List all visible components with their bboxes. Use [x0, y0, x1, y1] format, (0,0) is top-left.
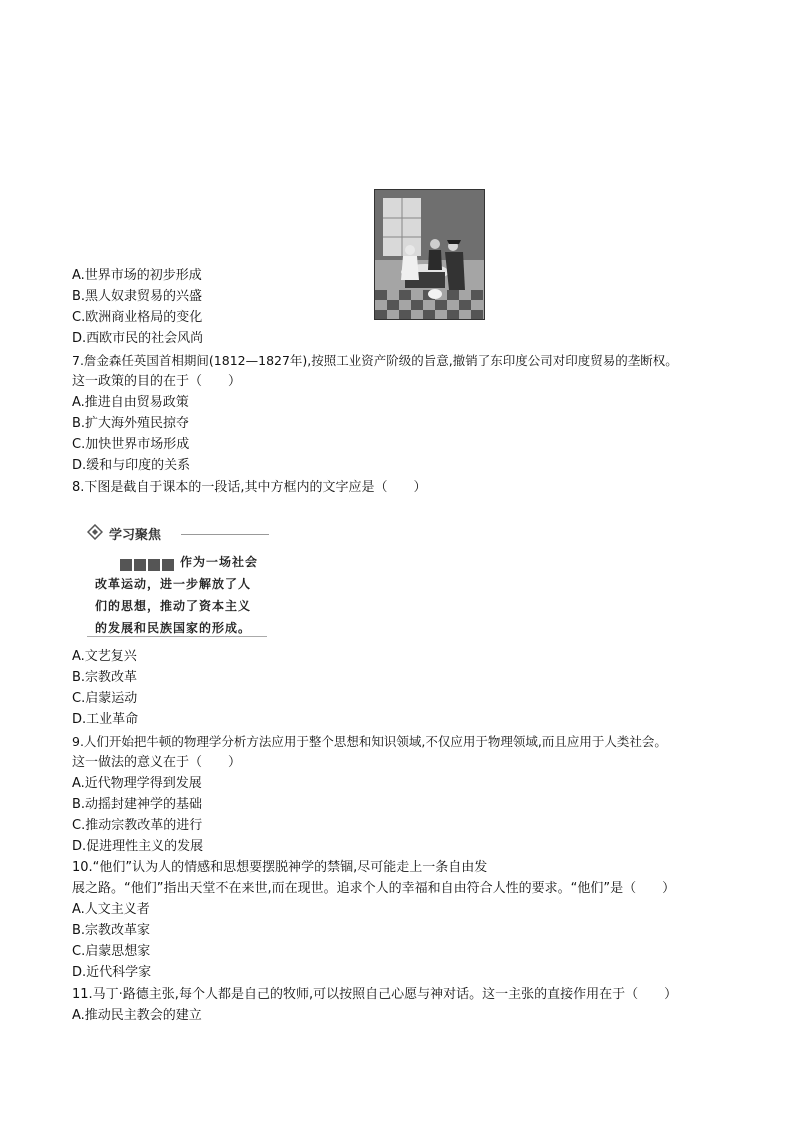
focus-title-rule	[181, 534, 269, 535]
blank-box	[134, 559, 146, 571]
q7-option-a: A.推进自由贸易政策	[72, 395, 189, 410]
q8-option-a: A.文艺复兴	[72, 649, 137, 664]
study-focus-excerpt	[85, 522, 275, 640]
painting-illustration	[375, 190, 484, 319]
q10-option-d: D.近代科学家	[72, 965, 152, 980]
q10-option-c: C.启蒙思想家	[72, 944, 151, 959]
genre-painting-image	[374, 189, 485, 320]
focus-text-line2: 改革运动，进一步解放了人	[95, 577, 252, 591]
diamond-icon	[87, 524, 103, 540]
q8-option-b: B.宗教改革	[72, 670, 138, 685]
focus-text-line3: 们的思想，推动了资本主义	[95, 599, 252, 613]
q9-stem-line2: 这一做法的意义在于（ ）	[72, 755, 242, 770]
q9-option-c: C.推动宗教改革的进行	[72, 818, 203, 833]
q7-stem-line1: 7.詹金森任英国首相期间(1812—1827年),按照工业资产阶级的旨意,撤销了东印度公司对印度贸易的垄断权。	[72, 353, 678, 368]
q9-option-b: B.动摇封建神学的基础	[72, 797, 203, 812]
q8-stem: 8.下图是截自于课本的一段话,其中方框内的文字应是（ ）	[72, 480, 427, 495]
q6-option-a: A.世界市场的初步形成	[72, 268, 202, 283]
q9-option-a: A.近代物理学得到发展	[72, 776, 202, 791]
q10-stem-line1: 10.“他们”认为人的情感和思想要摆脱神学的禁锢,尽可能走上一条自由发	[72, 860, 488, 875]
blank-box	[162, 559, 174, 571]
blank-box	[120, 559, 132, 571]
blank-boxes	[120, 554, 176, 573]
q7-option-c: C.加快世界市场形成	[72, 437, 190, 452]
focus-text-line1: 作为一场社会	[180, 555, 259, 569]
q7-stem-line2: 这一政策的目的在于（ ）	[72, 374, 242, 389]
q7-option-d: D.缓和与印度的关系	[72, 458, 191, 473]
focus-text-line4: 的发展和民族国家的形成。	[95, 621, 252, 635]
q11-stem: 11.马丁·路德主张,每个人都是自己的牧师,可以按照自己心愿与神对话。这一主张的直接作用在于（ ）	[72, 987, 678, 1002]
q11-option-a: A.推动民主教会的建立	[72, 1008, 202, 1023]
blank-box	[148, 559, 160, 571]
q9-stem-line1: 9.人们开始把牛顿的物理学分析方法应用于整个思想和知识领域,不仅应用于物理领域,而且应用于人类社会。	[72, 734, 667, 749]
q8-option-d: D.工业革命	[72, 712, 139, 727]
q7-option-b: B.扩大海外殖民掠夺	[72, 416, 190, 431]
focus-bottom-rule	[87, 636, 267, 637]
q10-option-a: A.人文主义者	[72, 902, 150, 917]
q10-stem-line2: 展之路。“他们”指出天堂不在来世,而在现世。追求个人的幸福和自由符合人性的要求。“他们”是（ ）	[72, 881, 676, 896]
q6-option-c: C.欧洲商业格局的变化	[72, 310, 203, 325]
q9-option-d: D.促进理性主义的发展	[72, 839, 204, 854]
focus-title: 学习聚焦	[109, 528, 162, 543]
q6-option-d: D.西欧市民的社会风尚	[72, 331, 204, 346]
q6-option-b: B.黑人奴隶贸易的兴盛	[72, 289, 203, 304]
q10-option-b: B.宗教改革家	[72, 923, 151, 938]
q8-option-c: C.启蒙运动	[72, 691, 138, 706]
